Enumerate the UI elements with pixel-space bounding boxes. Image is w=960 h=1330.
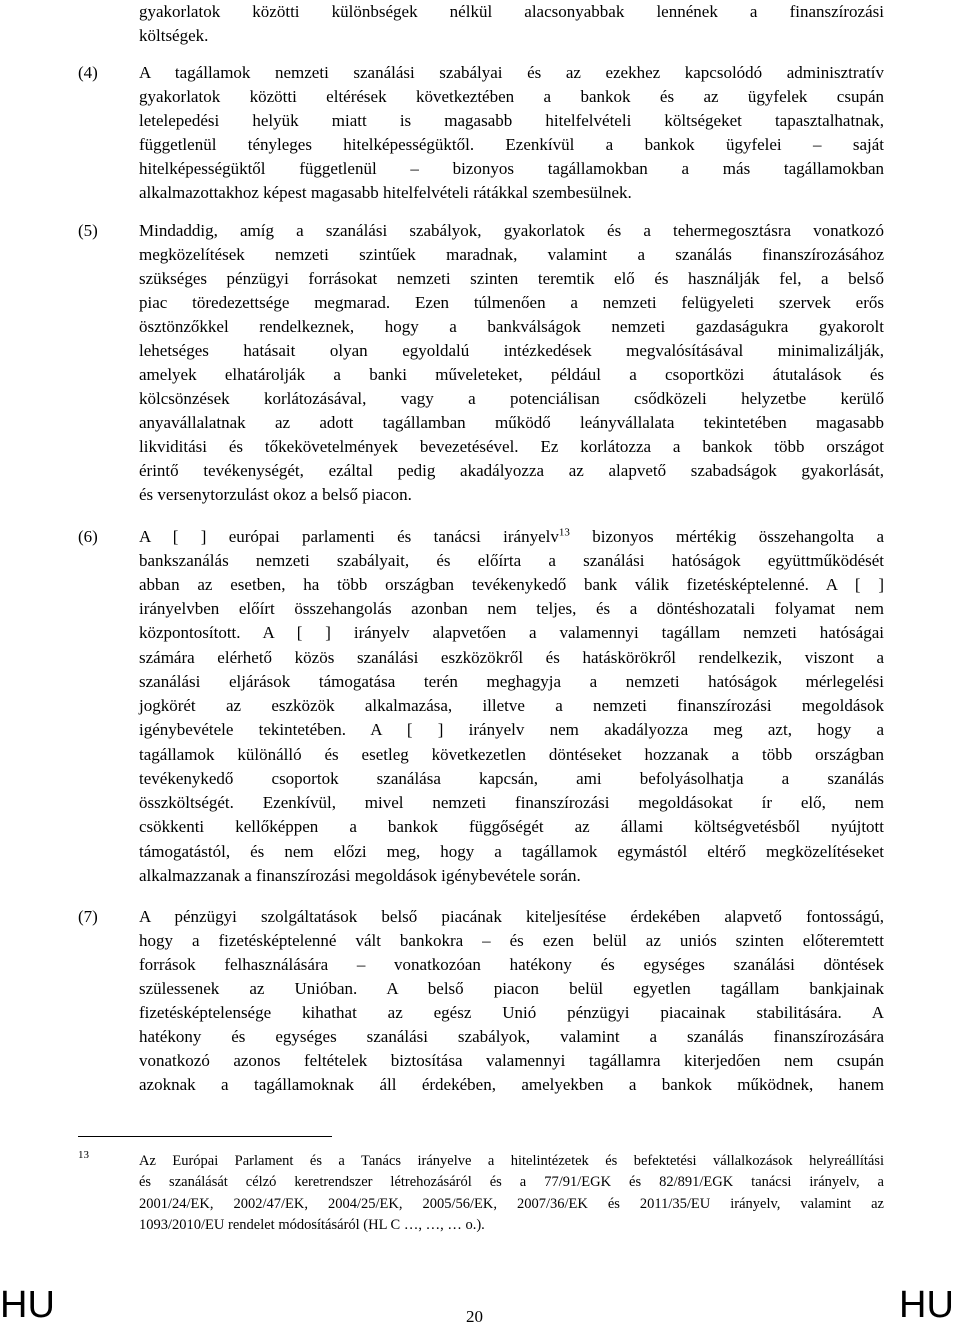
text-line: tevékenykedő csoportok szanálása kapcsán, ami befolyásolhatja a szanálás	[139, 769, 884, 788]
text-line: irányelvben előírt összehangolás azonban nem teljes, és a döntéshozatali folyamat nem	[139, 599, 884, 618]
text-line: támogatástól, és nem előzi meg, hogy a tagállamok egymástól eltérő megközelítéseket	[139, 842, 884, 861]
text-segment: A [ ] európai parlamenti és tanácsi irányelv	[139, 527, 559, 546]
text-line: amelyek elhatárolják a banki műveleteket, például a csoportközi átutalások és	[139, 365, 884, 384]
text-line: költségek.	[139, 26, 209, 45]
text-line: A tagállamok nemzeti szanálási szabályai és az ezekhez kapcsolódó adminisztratív	[139, 63, 884, 82]
text-line: szükséges pénzügyi forrásokat nemzeti szinten teremtik elő és használják fel, a belső	[139, 269, 884, 288]
footnote-number: 13	[78, 1149, 89, 1161]
paragraph-number: (6)	[78, 527, 98, 546]
text-line: hatékony és egységes szanálási szabályok, valamint a szanálás finanszírozására	[139, 1027, 884, 1046]
text-line: kölcsönzések korlátozásával, vagy a potenciálisan csődközeli helyzetbe kerülő	[139, 389, 884, 408]
text-segment: bizonyos mértékig összehangolta a	[569, 527, 885, 546]
text-line: jogkörét az eszközök alkalmazása, illetve a nemzeti finanszírozási megoldások	[139, 696, 884, 715]
text-line: csökkenti kellőképpen a bankok függőségét az állami költségvetésből nyújtott	[139, 817, 884, 836]
text-line: igénybevétele tekintetében. A [ ] irányelv nem akadályozza meg azt, hogy a	[139, 720, 884, 739]
text-line: források felhasználására – vonatkozóan hatékony és egységes szanálási döntések	[139, 955, 884, 974]
text-line: függetlenül tényleges hitelképességüktől. Ezenkívül a bankok ügyfelei – saját	[139, 135, 884, 154]
text-line: szanálási eljárások támogatása terén meghagyja a nemzeti hatóságok mérlegelési	[139, 672, 884, 691]
text-line: abban az esetben, ha több országban tevékenykedő bank válik fizetésképtelenné. A [ ]	[139, 575, 884, 594]
text-line: tagállamok különálló és esetleg következetlen döntéseket hozzanak a több országban	[139, 745, 884, 764]
text-line: gyakorlatok közötti különbségek nélkül alacsonyabbak lennének a finanszírozási	[139, 2, 884, 21]
text-line: összköltségét. Ezenkívül, mivel nemzeti finanszírozási megoldásokat ír elő, nem	[139, 793, 884, 812]
text-line: anyavállalatnak az adott tagállamban működő leányvállalata tekintetében magasabb	[139, 413, 884, 432]
text-line: bankszanálás nemzeti szabályait, és előírta a szanálási hatóságok együttműködését	[139, 551, 884, 570]
language-code-left: HU	[0, 1284, 55, 1326]
footnote-line: 1093/2010/EU rendelet módosításáról (HL C …, …, … o.).	[139, 1217, 485, 1233]
text-line: fizetésképtelensége kihathat az egész Unió pénzügyi piacainak stabilitására. A	[139, 1003, 884, 1022]
footnote-line: 2001/24/EK, 2002/47/EK, 2004/25/EK, 2005/56/EK, 2007/36/EK és 2011/35/EU irányelv, valamint az	[139, 1196, 884, 1212]
text-line: Mindaddig, amíg a szanálási szabályok, gyakorlatok és a tehermegosztásra vonatkozó	[139, 221, 884, 240]
text-line: letelepedési helyük miatt is magasabb hitelfelvételi költségeket tapasztalhatnak,	[139, 111, 884, 130]
language-code-right: HU	[899, 1284, 954, 1326]
text-line: alkalmazottakhoz képest magasabb hitelfelvételi rátákkal szembesülnek.	[139, 183, 632, 202]
text-line: szülessenek az Unióban. A belső piacon belül egyetlen tagállam bankjainak	[139, 979, 884, 998]
text-line: azoknak a tagállamoknak áll érdekében, amelyekben a bankok működnek, hanem	[139, 1075, 884, 1094]
footnote-line: Az Európai Parlament és a Tanács irányelve a hitelintézetek és befektetési vállalkozások helyreállítási	[139, 1153, 884, 1169]
text-line: vonatkozó azonos feltételek biztosítása valamennyi tagállamra kiterjedően nem csupán	[139, 1051, 884, 1070]
text-line: hogy a fizetésképtelenné vált bankokra – és ezen belül az uniós szinten előteremtett	[139, 931, 884, 950]
text-line: alkalmazzanak a finanszírozási megoldások igénybevétele során.	[139, 866, 581, 885]
footnote-separator	[78, 1136, 332, 1137]
paragraph-number: (7)	[78, 907, 98, 926]
page-number: 20	[466, 1307, 483, 1326]
text-line: ösztönzőkkel rendelkeznek, hogy a bankválságok nemzeti gazdaságukra gyakorolt	[139, 317, 884, 336]
text-line: hitelképességüktől függetlenül – bizonyos tagállamokban a más tagállamokban	[139, 159, 884, 178]
text-line: érintő tevékenységét, ezáltal pedig akadályozza az alapvető szabadságok gyakorlását,	[139, 461, 884, 480]
text-line: és versenytorzulást okoz a belső piacon.	[139, 485, 412, 504]
text-line: lehetséges hatásait olyan egyoldalú intézkedések megvalósításával minimalizálják,	[139, 341, 884, 360]
text-line: A pénzügyi szolgáltatások belső piacának kiteljesítése érdekében alapvető fontosságú,	[139, 907, 884, 926]
text-line: központosított. A [ ] irányelv alapvetően a valamennyi tagállam nemzeti hatóságai	[139, 623, 884, 642]
text-line: likviditási és tőkekövetelmények bevezetésével. Ez korlátozza a bankok több országot	[139, 437, 884, 456]
text-line: megközelítések nemzeti szintűek maradnak, valamint a szanálás finanszírozásához	[139, 245, 884, 264]
text-line	[139, 525, 884, 549]
footnote-reference[interactable]: 13	[558, 526, 570, 539]
text-line: gyakorlatok közötti eltérések következtében a bankok és az ügyfelek csupán	[139, 87, 884, 106]
text-line: számára elérhető közös szanálási eszközökről és hatáskörökről rendelkezik, viszont a	[139, 648, 884, 667]
footnote-line: és szanálását célzó keretrendszer létrehozásáról és a 77/91/EGK és 82/891/EGK tanácsi irányelv, a	[139, 1174, 884, 1190]
paragraph-number: (4)	[78, 63, 98, 82]
paragraph-number: (5)	[78, 221, 98, 240]
text-line: piac töredezettsége megmarad. Ezen túlmenően a nemzeti felügyeleti szervek erős	[139, 293, 884, 312]
